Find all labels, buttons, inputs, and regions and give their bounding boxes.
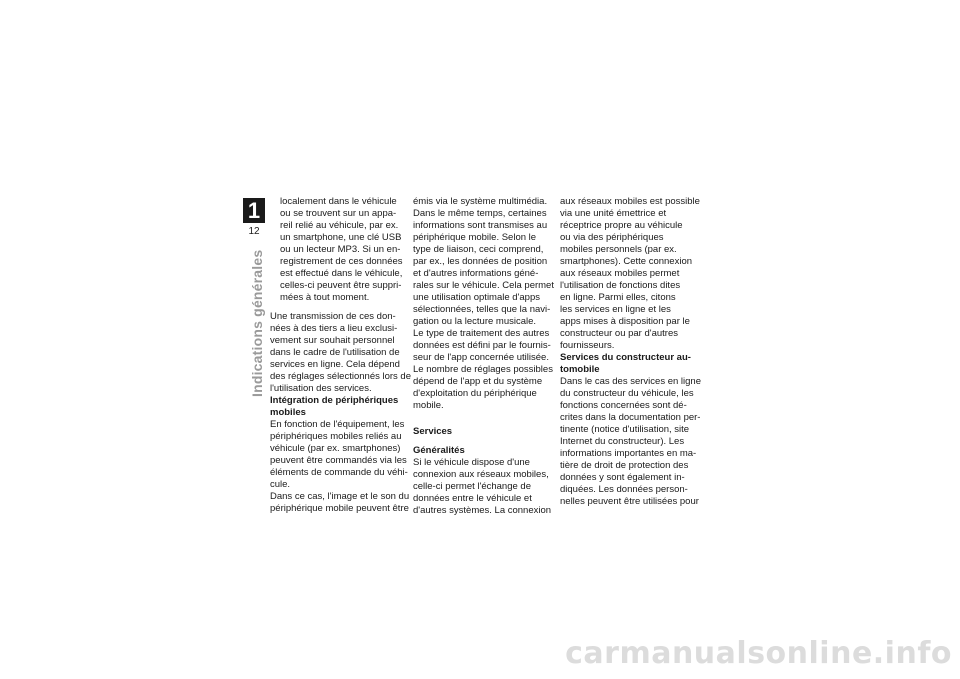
text-line: tinente (notice d'utilisation, site	[560, 424, 690, 435]
text-line: Dans le même temps, certaines	[413, 208, 547, 219]
section-heading	[270, 395, 410, 419]
text-line: ou via des périphériques	[560, 232, 664, 243]
text-line: Dans le cas des services en ligne	[560, 376, 701, 387]
text-line: informations importantes en ma-	[560, 448, 697, 459]
text-line: apps mises à disposition par le	[560, 316, 690, 327]
text-line: données entre le véhicule et	[413, 493, 532, 504]
text-line: Généralités	[413, 445, 465, 456]
text-line: rales sur le véhicule. Cela permet	[413, 280, 554, 291]
paragraph	[270, 491, 410, 515]
text-line: celles-ci peuvent être suppri-	[280, 280, 402, 291]
text-line: gation ou la lecture musicale.	[413, 316, 537, 327]
text-line: aux réseaux mobiles est possible	[560, 196, 700, 207]
paragraph	[413, 196, 553, 328]
text-line: aux réseaux mobiles permet	[560, 268, 680, 279]
text-line: fournisseurs.	[560, 340, 615, 351]
text-line: mobiles	[270, 407, 306, 418]
text-line: Dans ce cas, l'image et le son du	[270, 491, 410, 502]
text-line: nées à des tiers a lieu exclusi-	[270, 323, 398, 334]
paragraph	[280, 196, 410, 304]
text-line: du constructeur du véhicule, les	[560, 388, 694, 399]
text-line: diquées. Les données person-	[560, 484, 688, 495]
text-line: Services	[413, 426, 453, 437]
paragraph	[560, 376, 700, 508]
text-line: éléments de commande du véhi-	[270, 467, 408, 478]
text-line: tomobile	[560, 364, 600, 375]
text-line: fonctions concernées sont dé-	[560, 400, 687, 411]
text-line: données est défini par le fournis-	[413, 340, 551, 351]
text-line: données y sont également in-	[560, 472, 685, 483]
text-line: connexion aux réseaux mobiles,	[413, 469, 549, 480]
text-line: crites dans la documentation per-	[560, 412, 701, 423]
paragraph	[270, 311, 410, 395]
text-line: tière de droit de protection des	[560, 460, 689, 471]
text-line: constructeur ou par d'autres	[560, 328, 678, 339]
text-line: périphériques mobiles reliés au	[270, 431, 402, 442]
text-line: celle-ci permet l'échange de	[413, 481, 531, 492]
section-heading	[560, 352, 700, 376]
section-heading	[413, 445, 553, 457]
text-line: en ligne. Parmi elles, citons	[560, 292, 676, 303]
text-line: seur de l'app concernée utilisée.	[413, 352, 549, 363]
text-line: l'utilisation des services.	[270, 383, 372, 394]
text-line: mobile.	[413, 400, 444, 411]
text-line: nelles peuvent être utilisées pour	[560, 496, 699, 507]
text-line: réceptrice propre au véhicule	[560, 220, 683, 231]
text-line: localement dans le véhicule	[280, 196, 397, 207]
text-column-3	[560, 196, 700, 508]
paragraph	[560, 196, 700, 352]
text-line: une utilisation optimale d'apps	[413, 292, 540, 303]
section-heading	[413, 426, 553, 438]
chapter-number: 1	[243, 198, 265, 223]
text-line: et d'autres informations géné-	[413, 268, 539, 279]
text-line: reil relié au véhicule, par ex.	[280, 220, 399, 231]
text-line: smartphones). Cette connexion	[560, 256, 693, 267]
text-line: d'autres systèmes. La connexion	[413, 505, 552, 516]
text-line: registrement de ces données	[280, 256, 403, 267]
text-line: des réglages sélectionnés lors de	[270, 371, 412, 382]
text-line: type de liaison, ceci comprend,	[413, 244, 544, 255]
chapter-title: Indications générales	[249, 249, 265, 397]
text-line: sélectionnées, telles que la navi-	[413, 304, 551, 315]
text-line: vement sur souhait personnel	[270, 335, 395, 346]
text-line: informations sont transmises au	[413, 220, 548, 231]
text-line: Intégration de périphériques	[270, 395, 399, 406]
text-column-2	[413, 196, 553, 517]
text-line: périphérique mobile peuvent être	[270, 503, 409, 514]
text-line: Internet du constructeur). Les	[560, 436, 685, 447]
text-line: par ex., les données de position	[413, 256, 548, 267]
text-line: Une transmission de ces don-	[270, 311, 396, 322]
text-line: ou un lecteur MP3. Si un en-	[280, 244, 401, 255]
text-line: Le type de traitement des autres	[413, 328, 550, 339]
text-line: d'exploitation du périphérique	[413, 388, 537, 399]
paragraph	[270, 419, 410, 491]
text-line: Le nombre de réglages possibles	[413, 364, 553, 375]
text-line: émis via le système multimédia.	[413, 196, 548, 207]
text-line: ou se trouvent sur un appa-	[280, 208, 397, 219]
watermark: carmanualsonline.info	[565, 636, 952, 671]
page-number: 12	[248, 226, 260, 237]
text-line: peuvent être commandés via les	[270, 455, 407, 466]
text-line: périphérique mobile. Selon le	[413, 232, 537, 243]
text-line: via une unité émettrice et	[560, 208, 667, 219]
paragraph	[413, 457, 553, 517]
text-line: un smartphone, une clé USB	[280, 232, 402, 243]
text-line: cule.	[270, 479, 291, 490]
text-line: est effectué dans le véhicule,	[280, 268, 403, 279]
text-line: mobiles personnels (par ex.	[560, 244, 677, 255]
text-line: mées à tout moment.	[280, 292, 370, 303]
paragraph	[413, 328, 553, 412]
text-line: En fonction de l'équipement, les	[270, 419, 405, 430]
text-line: véhicule (par ex. smartphones)	[270, 443, 401, 454]
text-line: dans le cadre de l'utilisation de	[270, 347, 400, 358]
text-line: Si le véhicule dispose d'une	[413, 457, 530, 468]
text-line: l'utilisation de fonctions dites	[560, 280, 681, 291]
text-line: services en ligne. Cela dépend	[270, 359, 400, 370]
text-column-1	[270, 196, 410, 515]
text-line: dépend de l'app et du système	[413, 376, 543, 387]
text-line: Services du constructeur au-	[560, 352, 691, 363]
text-line: les services en ligne et les	[560, 304, 671, 315]
